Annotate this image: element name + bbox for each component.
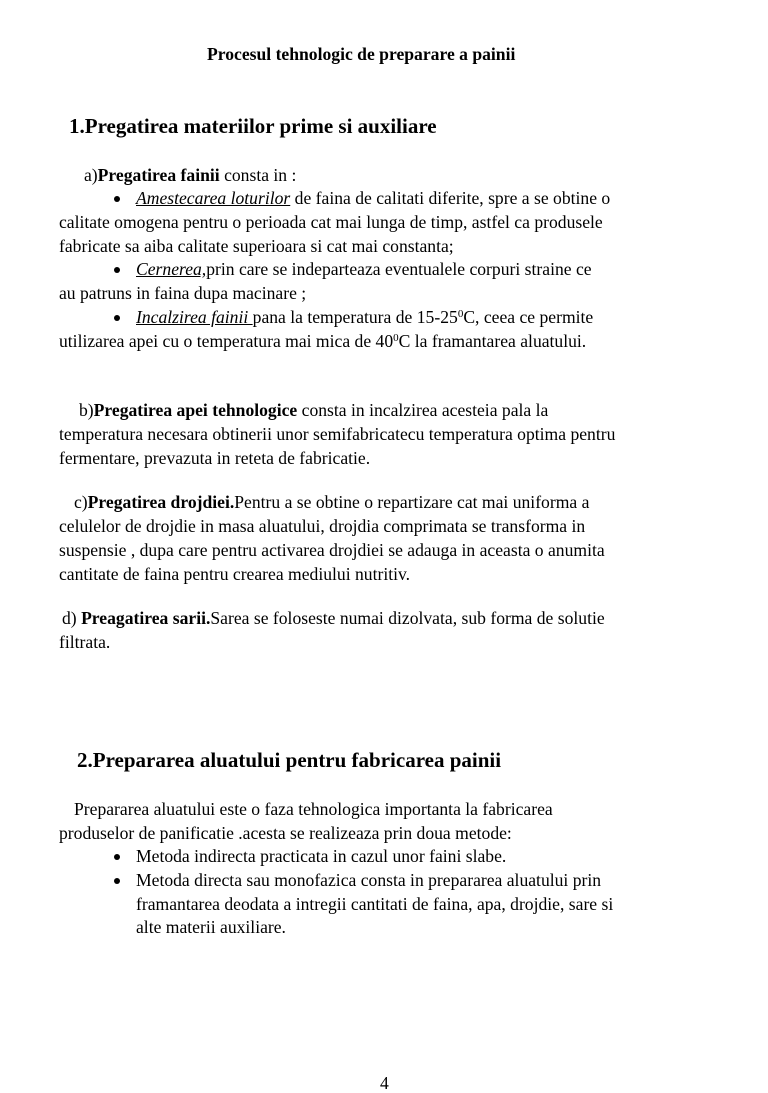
paragraph-text: consta in incalzirea acesteia pala la	[297, 400, 549, 420]
list-item	[136, 309, 593, 327]
list-item-term: Amestecarea loturilor	[136, 188, 291, 208]
paragraph-line: filtrata.	[59, 632, 111, 652]
subsection-a-intro	[84, 167, 296, 185]
paragraph-text: Pentru a se obtine o repartizare cat mai uniforma a	[234, 492, 590, 512]
paragraph-line: calitate omogena pentru o perioada cat mai lunga de timp, astfel ca produsele	[59, 212, 603, 232]
section-1-heading: 1.Pregatirea materiilor prime si auxiliare	[69, 114, 437, 138]
list-item-text: C, ceea ce permite	[463, 307, 594, 327]
bullet-icon	[114, 854, 120, 860]
paragraph-line	[59, 333, 586, 351]
paragraph-line: celulelor de drojdie in masa aluatului, drojdia comprimata se transforma in	[59, 516, 586, 536]
paragraph-line: produselor de panificatie .acesta se realizeaza prin doua metode:	[59, 823, 512, 843]
subsection-a-prefix: a)	[84, 165, 98, 185]
list-item-text: pana la temperatura de 15-25	[252, 307, 458, 327]
paragraph-line: fermentare, prevazuta in reteta de fabricatie.	[59, 448, 371, 468]
page-number: 4	[380, 1073, 389, 1093]
list-item-continuation: alte materii auxiliare.	[136, 917, 286, 937]
bullet-icon	[114, 267, 120, 273]
list-item-continuation: framantarea deodata a intregii cantitati de faina, apa, drojdie, sare si	[136, 894, 614, 914]
section-2-heading: 2.Prepararea aluatului pentru fabricarea painii	[77, 748, 502, 772]
paragraph-line: temperatura necesara obtinerii unor semifabricatecu temperatura optima pentru	[59, 424, 616, 444]
paragraph-text: Sarea se foloseste numai dizolvata, sub forma de solutie	[210, 608, 605, 628]
subsection-c-title: Pregatirea drojdiei.	[87, 492, 235, 512]
list-item-term: Incalzirea fainii	[136, 307, 253, 327]
bullet-icon	[114, 878, 120, 884]
paragraph-line: suspensie , dupa care pentru activarea drojdiei se adauga in aceasta o anumita	[59, 540, 605, 560]
paragraph-line: fabricate sa aiba calitate superioara si cat mai constanta;	[59, 236, 454, 256]
list-item-term: Cernerea,	[136, 259, 207, 279]
subsection-b-title: Pregatirea apei tehnologice	[93, 400, 298, 420]
bullet-icon	[114, 196, 120, 202]
bullet-icon	[114, 315, 120, 321]
superscript: 0	[457, 308, 464, 320]
paragraph-line: Prepararea aluatului este o faza tehnologica importanta la fabricarea	[74, 799, 553, 819]
list-item	[136, 261, 592, 279]
text-segment: utilizarea apei cu o temperatura mai mica de 40	[59, 331, 394, 351]
list-item-text: prin care se indeparteaza eventualele corpuri straine ce	[206, 259, 592, 279]
document-title: Procesul tehnologic de preparare a painii	[207, 44, 516, 64]
list-item: Metoda indirecta practicata in cazul unor faini slabe.	[136, 846, 507, 866]
list-item	[136, 190, 610, 208]
subsection-b-prefix: b)	[79, 400, 94, 420]
subsection-d-prefix: d)	[62, 608, 82, 628]
superscript: 0	[393, 332, 399, 344]
subsection-d-intro	[62, 610, 605, 628]
subsection-b-intro	[79, 402, 548, 420]
list-item: Metoda directa sau monofazica consta in prepararea aluatului prin	[136, 870, 602, 890]
list-item-text: de faina de calitati diferite, spre a se obtine o	[290, 188, 611, 208]
paragraph-line: cantitate de faina pentru crearea mediului nutritiv.	[59, 564, 411, 584]
subsection-c-prefix: c)	[74, 492, 88, 512]
subsection-a-title: Pregatirea fainii	[97, 165, 220, 185]
subsection-c-intro	[74, 494, 589, 512]
subsection-d-title: Preagatirea sarii.	[81, 608, 211, 628]
text-segment: C la framantarea aluatului.	[398, 331, 587, 351]
subsection-a-rest: consta in :	[219, 165, 297, 185]
paragraph-line: au patruns in faina dupa macinare ;	[59, 283, 307, 303]
